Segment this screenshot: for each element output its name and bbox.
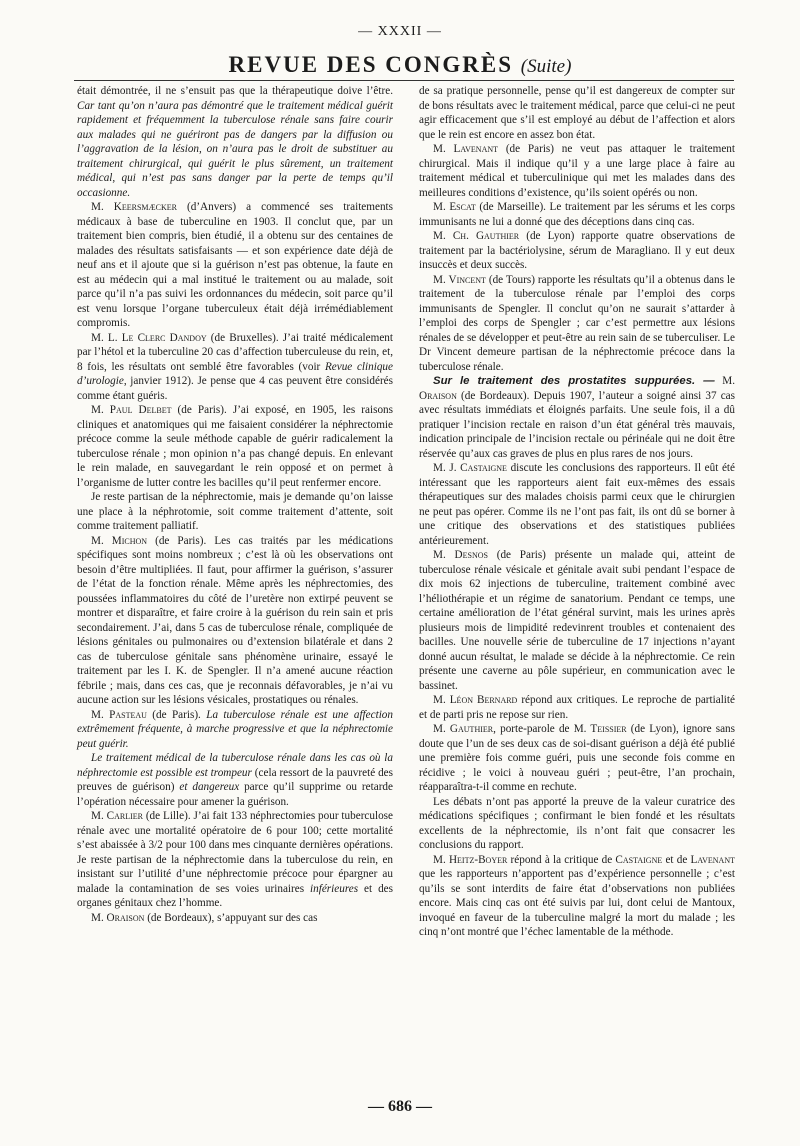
speaker-name: M. Keersmæcker <box>91 201 177 213</box>
italic-text: Car tant qu’on n’aura pas démontré que le traitement médical guérit rapidement et fréquemment la tuberculose rénale sans faire courir aux malades qui ne guériront pas de dangers par la diffusion ou l’aggravation de la lésion, on n’aura pas le droit de substituer au traitement chirurgical, qui guérit le plus sûrement, un traitement médical, qui n’est pas sans danger par la perte de temps qu’il occasionne. <box>77 99 393 199</box>
paragraph <box>77 708 393 752</box>
paragraph: Les débats n’ont pas apporté la preuve de la valeur curatrice des médications spécifiques ; confirmant le bien fondé et les résultats excellents de la néphrectomie, ils n’ont fait que consacrer les conclusions du rapport. <box>419 795 735 851</box>
paragraph <box>419 142 735 200</box>
speaker-name: M. Heitz-Boyer <box>433 853 508 866</box>
text: et des organes génitaux chez l’homme. <box>77 882 393 909</box>
paragraph <box>419 200 735 229</box>
right-column <box>419 84 735 940</box>
speaker-name: M. Teissier <box>573 723 627 735</box>
paragraph <box>77 403 393 490</box>
paragraph <box>419 229 735 273</box>
speaker-name: M. Escat <box>433 201 476 213</box>
page-title <box>0 52 800 78</box>
text: (cela ressort de la pauvreté des preuves de guérison) <box>77 766 393 793</box>
paragraph <box>419 853 735 940</box>
speaker-name: M. Vincent <box>433 273 486 286</box>
paragraph <box>77 84 393 200</box>
text: parce qu’il supprime ou retarde l’opération nécessaire pour amener la guérison. <box>77 781 393 808</box>
speaker-name: Lavenant <box>690 853 735 866</box>
paragraph <box>419 548 735 693</box>
speaker-name: M. Desnos <box>433 549 488 561</box>
paragraph <box>77 200 393 331</box>
title-suite: (Suite) <box>520 56 572 77</box>
speaker-name: M. Lavenant <box>433 143 499 155</box>
paragraph <box>419 461 735 548</box>
italic-text: Revue clinique d’urologie <box>77 360 393 387</box>
speaker-name: Castaigne <box>615 853 663 866</box>
paragraph <box>77 331 393 404</box>
text: répond aux critiques. Le reproche de partialité et de parti pris ne repose sur rien. <box>419 694 735 721</box>
text: (de Paris). Les cas traités par les médications spécifiques sont moins nombreux ; c’est là où les observations ont besoin d’être multipliées. Il faut, pour affirmer la guérison, s’assurer de l’état de la fonction rénale. Même après les néphrectomies, des poussées inflammatoires du côté de l’uretère non extirpé peuvent se montrer et disparaître, et faire croire à la guérison du rein sain et pris secondairement. J’ai, dans 5 cas de tuberculose rénale, compliquée de lésions génitales ou pulmonaires ou d’extension bilatérale et dans 2 cas de tuberculose génitale sans phénomène urinaire, essayé le traitement par les I. K. de Spengler. Il n’a amené aucune réaction fébrile ; mais, dans ces cas, que je reconnais défavorables, je n’ai vu aucune action sur les lésions vésicales, prostatiques ou rénales. <box>77 534 393 706</box>
italic-text: Le traitement médical de la tuberculose rénale dans les cas où la néphrectomie est possible est trompeur <box>77 752 393 779</box>
text: que les rapporteurs n’apportent pas d’expérience personnelle ; c’est qu’ils se sont interdits de faire état d’observations non publiées encore. Mais cinq cas ont été suivis par lui, dont celui de Mantoux, invoqué en faveur de la tuberculine malgré la mort du malade ; les cinq n’ont montré que l’échec lamentable de la méthode. <box>419 868 735 938</box>
paragraph <box>77 534 393 708</box>
text: (de Lyon) rapporte quatre observations de traitement par la bactériolysine, sérum de Maragliano. Il y eut deux insuccès et deux succès. <box>419 230 735 271</box>
paragraph <box>419 693 735 722</box>
paragraph <box>77 809 393 911</box>
text: discute les conclusions des rapporteurs. Il eût été intéressant que les rapporteurs aient fait eux-mêmes des essais thérapeutiques sur des malades choisis parmi ceux que le chirurgien ne peut pas opérer. Comme ils ne l’ont pas fait, ils ont dû se borner à une critique des observations et des statistiques publiées antérieurement. <box>419 462 736 547</box>
paragraph <box>419 273 735 375</box>
speaker-name: M. Oraison <box>91 911 145 924</box>
speaker-name: M. Michon <box>91 534 148 547</box>
title-text: REVUE DES CONGRÈS <box>228 52 514 77</box>
text: (de Paris). J’ai exposé, en 1905, les raisons cliniques et anatomiques qui me faisaient considérer la néphrectomie précoce comme la seule méthode capable de guérir radicalement la tuberculose rénale ; mon opinion n’a pas changé depuis. En enlevant le rein malade, en sauvegardant le rein opposé et on permet à l’organisme de lutter contre les bacilles qu’il peut renfermer encore. <box>77 404 393 489</box>
speaker-name: M. L. Le Clerc Dandoy <box>91 331 207 344</box>
paragraph: Je reste partisan de la néphrectomie, mais je demande qu’on laisse une place à la néphrotomie, soit comme traitement d’attente, soit comme traitement palliatif. <box>77 491 393 532</box>
speaker-name: M. Paul Delbet <box>91 404 172 416</box>
speaker-name: M. Pasteau <box>91 708 147 721</box>
speaker-name: M. J. Castaigne <box>433 462 507 474</box>
title-rule <box>74 80 734 81</box>
section-heading: Sur le traitement des prostatites suppurées. — <box>433 375 715 387</box>
speaker-name: M. Ch. Gauthier <box>433 230 520 242</box>
page-number: — 686 — <box>368 1098 432 1115</box>
text: (de Lyon), ignore sans doute que l’un de ses deux cas de soi-disant guérison a déjà été publié une première fois comme guéri, puis une seconde fois comme en récidive ; le voici à nouveau guéri ; peut-être, l’an prochain, réapparaîtra-t-il comme en rechute. <box>419 723 735 793</box>
text: (de Bordeaux). Depuis 1907, l’auteur a soigné ainsi 37 cas avec résultats immédiats et éloignés parfaits. Une seule fois, il a dû pratiquer l’incision rectale en raison d’un état général très mauvais, indication principale de l’incision rectale ou périnéale qui ne doit être réservée qu’aux cas graves de plus en plus rares de nos jours. <box>419 389 735 460</box>
text: (de Marseille). Le traitement par les sérums et les corps immunisants ne lui a donné que des déceptions dans cinq cas. <box>419 201 735 228</box>
speaker-name: M. Léon Bernard <box>433 694 518 706</box>
speaker-name: M. Carlier <box>91 810 143 822</box>
paragraph <box>77 751 393 809</box>
italic-text: La tuberculose rénale est une affection extrêmement fréquente, à marche progressive et que la néphrectomie peut guérir. <box>77 708 393 750</box>
text: et de <box>662 853 691 866</box>
paragraph: de sa pratique personnelle, pense qu’il est dangereux de compter sur de bons résultats avec le traitement médical, parce que celui-ci ne peut agir efficacement que s’il est employé au début de l’affection et alors que le rein est encore en assez bon état. <box>419 85 735 141</box>
speaker-name: M. Gauthier <box>433 723 494 735</box>
speaker-name: M. Oraison <box>419 375 735 402</box>
text: (de Bruxelles). J’ai traité médicalement par l’hétol et la tuberculine 20 cas d’affection tuberculeuse du rein, et, 8 fois, les résultats ont semblé être favorables (voir <box>77 331 394 373</box>
text: (de Lille). J’ai fait 133 néphrectomies pour tuberculose rénale avec une mortalité opératoire de 6 pour 100; cette mortalité s’est abaissée à 3/2 pour 100 dans mes cinquante dernières opérations. Je reste partisan de la néphrectomie dans la tuberculose du rein, en insistant sur l’utilité d’une néphrectomie précoce pour épargner au malade la contamination de ses voies urinaires <box>77 810 393 895</box>
text: (de Paris) ne veut pas attaquer le traitement chirurgical. Mais il indique qu’il y a une large place à faire au traitement médical et tuberculinique qui met les malades dans des meilleures conditions d’existence, qu’ils soient opérés ou non. <box>419 143 735 199</box>
text: était démontrée, il ne s’ensuit pas que la thérapeutique doive l’être. <box>77 85 393 97</box>
text: (de Bordeaux), s’appuyant sur des cas <box>144 911 318 924</box>
italic-text: et dangereux <box>179 781 240 793</box>
paragraph <box>419 374 735 461</box>
italic-text: inférieures <box>310 882 359 895</box>
text: (de Paris) présente un malade qui, atteint de tuberculose rénale vésicale et génitale avait subi pendant l’espace de dix mois 62 injections de tuberculine, traitement combiné avec l’héliothérapie et un régime de sanatorium. Pendant ce temps, une certaine amélioration de l’état général survint, mais les urines après plusieurs mois de limpidité redevinrent troubles et contenaient des bacilles. Une nouvelle série de tuberculine de 17 injections n’ayant donné aucun résultat, le malade se décide à la néphrectomie. Ce rein présente une caverne au pôle supérieur, en communication avec le bassinet. <box>419 549 735 692</box>
text: (d’Anvers) a commencé ses traitements médicaux à base de tuberculine en 1903. Il conclut que, par un traitement bien compris, bien étudié, il a obtenu sur des centaines de malades des résultats satisfaisants — et son expérience date déjà de neuf ans et il ajoute que si la guérison n’est pas obtenue, la faute en est au médecin qui a mal institué le traitement ou au malade, soit parce qu’il n’a pas suivi les ordonnances du médecin, soit parce qu’il est venu lorsque l’organe tuberculeux était déjà irrémédiablement compromis. <box>77 201 393 329</box>
text: (de Tours) rapporte les résultats qu’il a obtenus dans le traitement de la tuberculose rénale par l’emploi des corps immunisants de Spengler. Il conclut qu’on ne saurait s’attarder à l’emploi des corps de Spengler ; car c’est permettre aux lésions rénales de se développer et peut-être au rein sain de se tuberculiser. Le Dr Vincent demeure partisan de la néphrectomie précoce dans la tuberculose rénale. <box>419 273 735 373</box>
text: (de Paris). <box>146 708 207 721</box>
text: répond à la critique de <box>507 853 616 866</box>
left-column <box>77 84 393 925</box>
page-folio: — XXXII — <box>358 24 442 39</box>
text: , porte-parole de <box>493 723 574 735</box>
paragraph <box>419 722 735 795</box>
paragraph <box>77 911 393 926</box>
text: , janvier 1912). Je pense que 4 cas peuvent être considérés comme étant guéris. <box>77 375 393 402</box>
